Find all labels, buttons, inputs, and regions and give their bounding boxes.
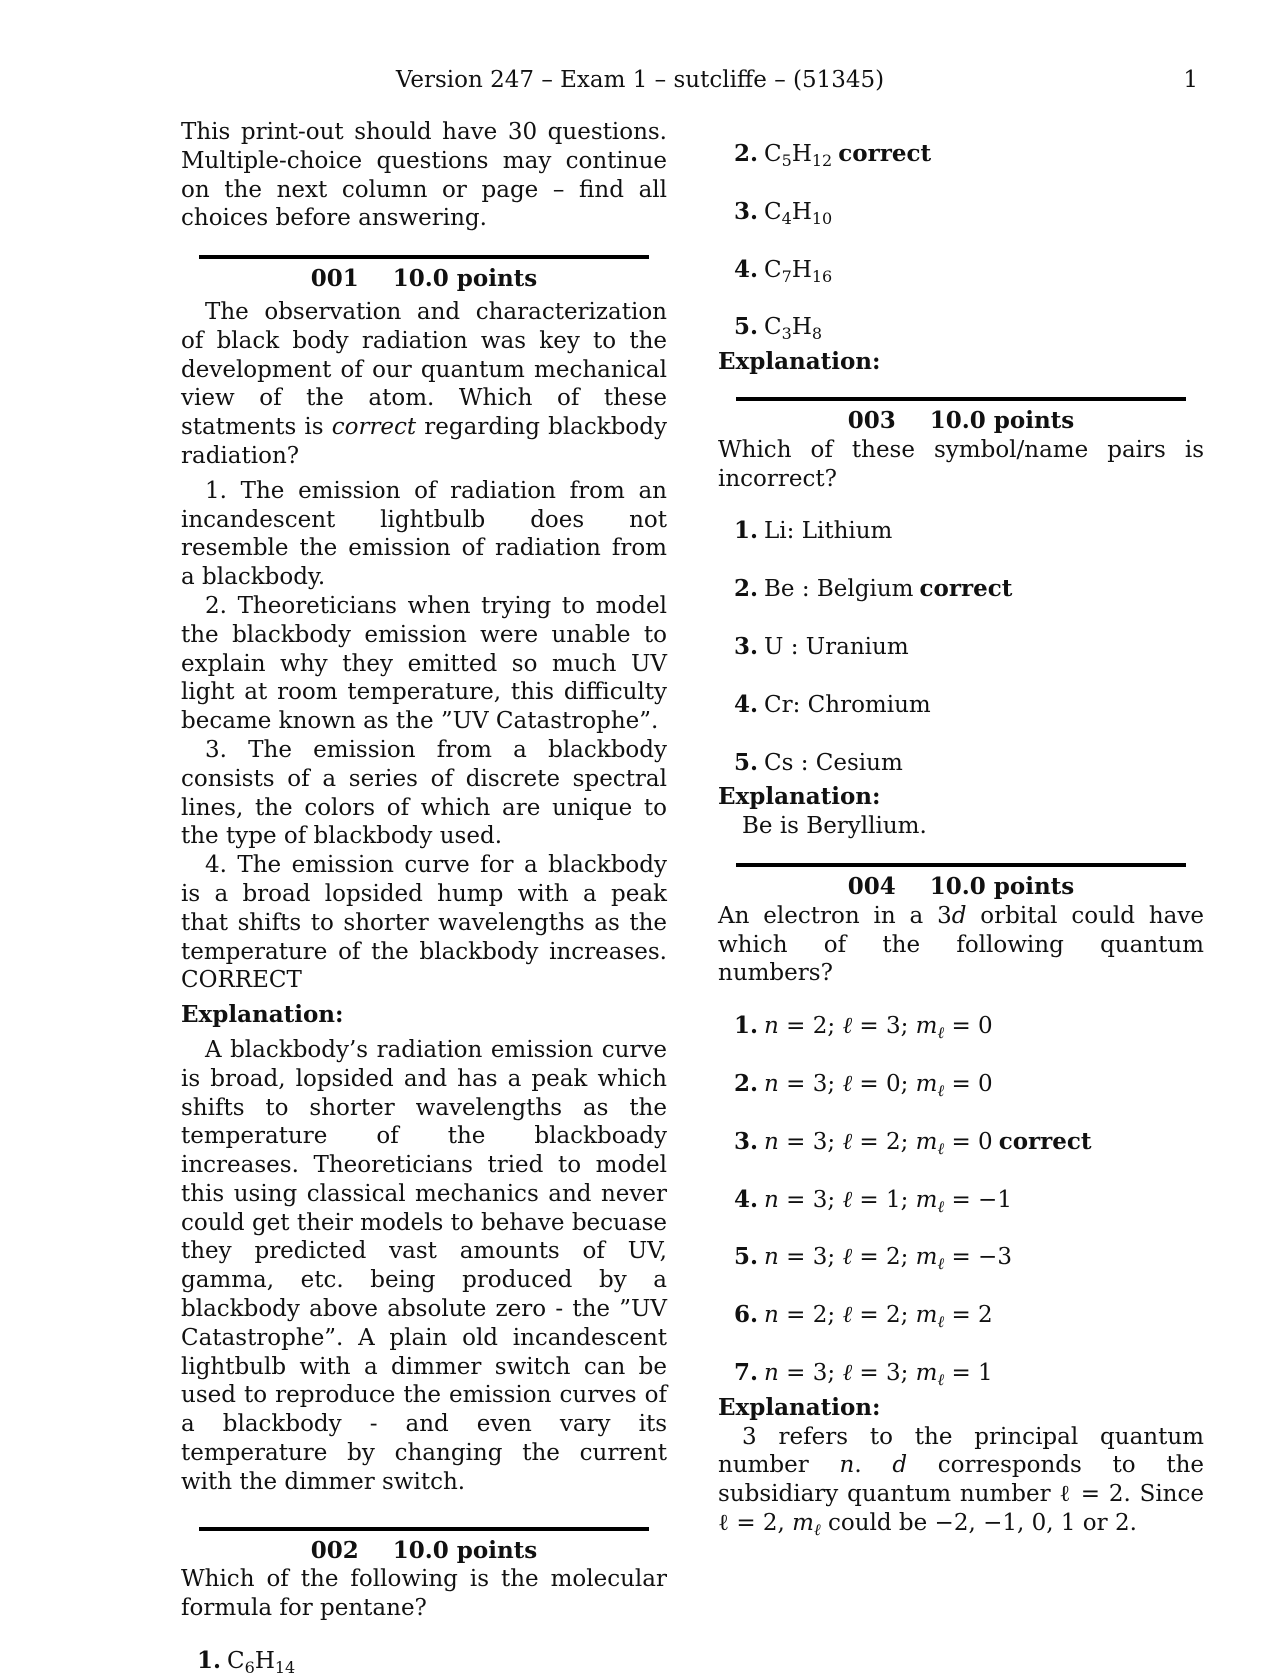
choice-item: 4. n = 3; ℓ = 1; $m_\ell = -1$	[734, 1185, 1012, 1216]
statement: 1. The emission of radiation from an incandescent lightbulb does not resemble the emission of radiation from a blackbody.	[181, 477, 667, 591]
statement: 4. The emission curve for a blackbody is a broad lopsided hump with a peak that shifts to shorter wavelengths as the temperature of the blackbody increases. CORRECT	[181, 852, 667, 994]
question-002	[181, 1527, 667, 1676]
choice-item: 6. n = 2; ℓ = 2; $m_\ell = 2$	[734, 1301, 993, 1332]
question-number: 004	[847, 872, 896, 900]
question-prompt: The observation and characterization of black body radiation was key to the development of our quantum mechanical view of the atom. Which of these statments is correct regarding blackbody radiation?	[181, 298, 667, 469]
statement: 2. Theoreticians when trying to model the blackbody emission were unable to explain why they emitted so much UV light at room temperature, this difficulty became known as the ”UV Catastrophe”.	[181, 592, 667, 735]
choice-item: 2. $C_5H_{12}$ correct	[734, 140, 932, 170]
statement-list	[181, 477, 667, 995]
right-column	[718, 118, 1204, 1538]
question-points: 10.0 points	[392, 265, 538, 293]
question-prompt: An electron in a 3d orbital could have which of the following quantum numbers?	[718, 902, 1204, 987]
question-prompt: Which of the following is the molecular formula for pentane?	[181, 1566, 667, 1622]
question-header	[181, 265, 667, 294]
question-points: 10.0 points	[929, 872, 1075, 900]
explanation-label: Explanation:	[181, 1001, 344, 1029]
explanation-text: A blackbody’s radiation emission curve is broad, lopsided and has a peak which shifts to shorter wavelengths as the temperature of the blackboady increases. Theoreticians tried to model this using classical mechanics and never could get their models to behave becuase they predicted vast amounts of UV, gamma, etc. being produced by a blackbody above absolute zero - the ”UV Catastrophe”. A plain old incandescent lightbulb with a dimmer switch can be used to reproduce the emission curves of a blackbody - and even vary its temperature by changing the current with the dimmer switch.	[181, 1036, 667, 1495]
choice-list	[734, 1012, 1204, 1388]
exam-title: Version 247 – Exam 1 – sutcliffe – (51345)	[395, 67, 885, 93]
choice-item: 1. Li: Lithium	[734, 517, 893, 545]
question-separator	[199, 1527, 649, 1531]
question-points: 10.0 points	[929, 406, 1075, 434]
explanation-label: Explanation:	[718, 1393, 881, 1421]
correct-marker: correct	[998, 1127, 1092, 1155]
page-header	[0, 66, 1280, 98]
question-header	[718, 407, 1204, 436]
choice-item: 3. $C_4H_{10}$	[734, 197, 833, 228]
question-points: 10.0 points	[392, 1536, 538, 1564]
question-prompt: Which of these symbol/name pairs is incorrect?	[718, 436, 1204, 492]
explanation-label: Explanation:	[718, 783, 881, 811]
question-001	[181, 255, 667, 1496]
explanation-label: Explanation:	[718, 348, 881, 376]
choice-item: 3. n = 3; ℓ = 2; $m_\ell = 0$ correct	[734, 1127, 1092, 1158]
explanation-text: 3 refers to the principal quantum number n. d corresponds to the subsidiary quantum number ℓ = 2. Since ℓ = 2, $m_\ell$ could be −2, −1, 0, 1 or 2.	[718, 1423, 1205, 1539]
question-number: 003	[847, 406, 896, 434]
question-003	[718, 397, 1204, 841]
choice-item: 2. n = 3; ℓ = 0; $m_\ell = 0$	[734, 1069, 993, 1100]
intro-text: This print-out should have 30 questions. Multiple-choice questions may continue on the next column or page – find all choices before answering.	[181, 119, 667, 232]
question-header	[718, 873, 1204, 902]
question-number: 002	[310, 1536, 359, 1564]
choice-item: 5. $C_3H_8$	[734, 313, 823, 344]
page-number: 1	[1183, 67, 1198, 93]
explanation-text: Be is Beryllium.	[742, 813, 927, 840]
choice-list	[197, 1647, 667, 1676]
question-number: 001	[310, 265, 359, 293]
choice-item: 5. Cs : Cesium	[734, 748, 903, 776]
correct-marker: correct	[838, 140, 932, 167]
choice-item: 1. n = 2; ℓ = 3; $m_\ell = 0$	[734, 1012, 993, 1043]
statement: 3. The emission from a blackbody consists of a series of discrete spectral lines, the colors of which are unique to the type of blackbody used.	[181, 736, 667, 850]
choice-item: 4. $C_7H_{16}$	[734, 255, 833, 286]
left-column	[181, 118, 667, 1680]
choice-item: 3. U : Uranium	[734, 632, 909, 660]
question-header	[181, 1537, 667, 1566]
choice-list	[734, 140, 1204, 342]
choice-list	[734, 517, 1204, 777]
question-separator	[736, 863, 1186, 867]
choice-item: 4. Cr: Chromium	[734, 690, 931, 718]
question-004	[718, 863, 1204, 1538]
question-separator	[736, 397, 1186, 401]
choice-item: 5. n = 3; ℓ = 2; $m_\ell = -3$	[734, 1243, 1012, 1274]
choice-item: 7. n = 3; ℓ = 3; $m_\ell = 1$	[734, 1358, 993, 1389]
correct-marker: correct	[919, 575, 1013, 603]
choice-item: 1. $C_6H_{14}$	[197, 1647, 296, 1678]
question-separator	[199, 255, 649, 259]
choice-item: 2. Be : Belgium correct	[734, 575, 1013, 603]
